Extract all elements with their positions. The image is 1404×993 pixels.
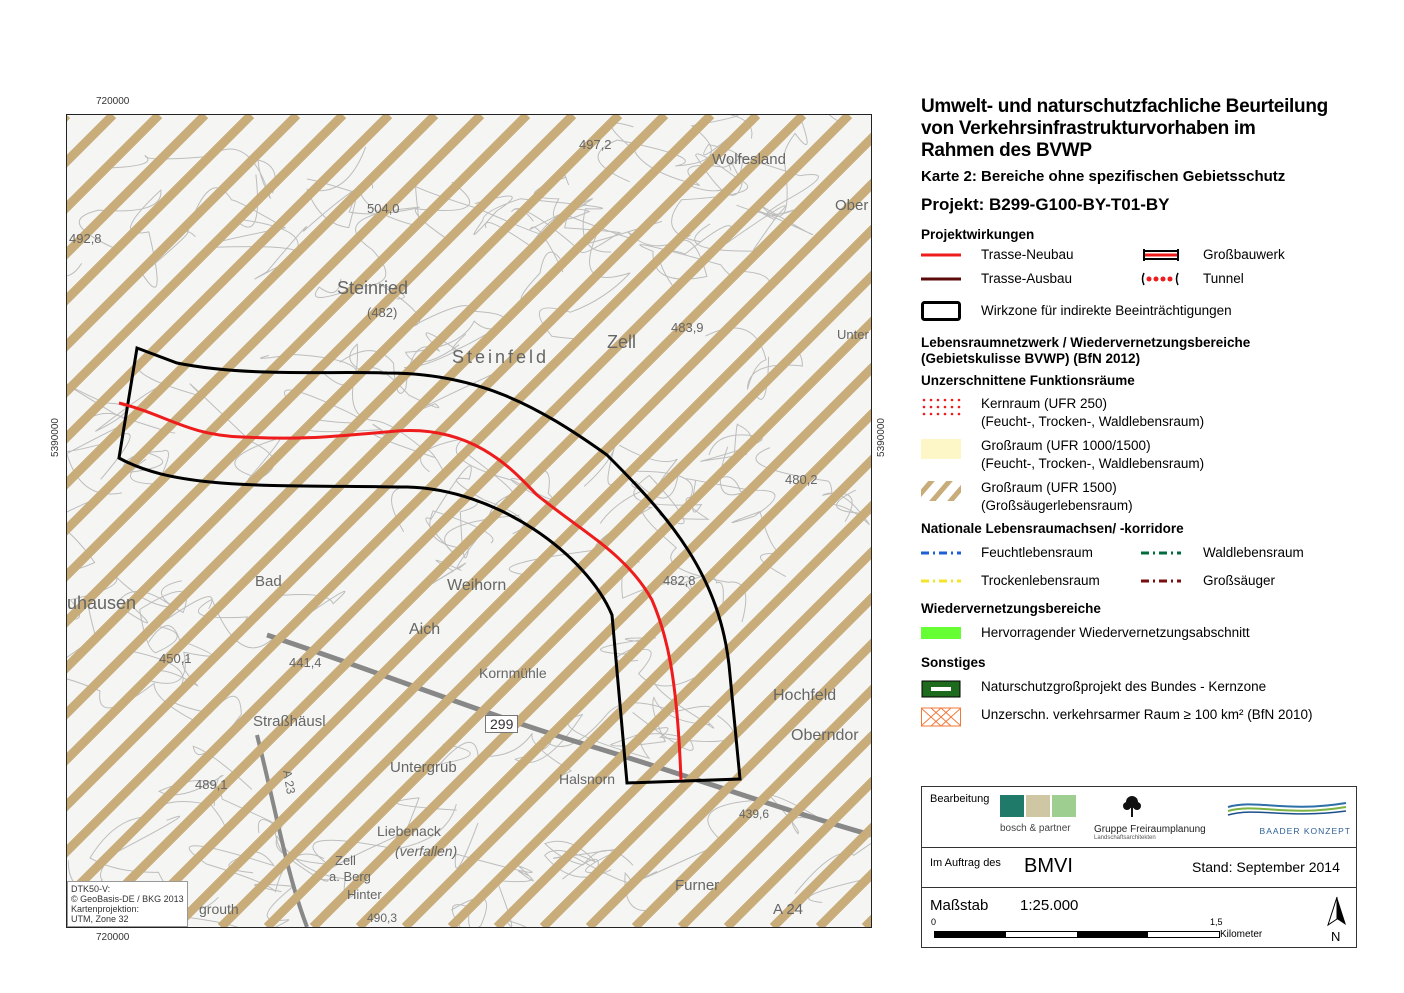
neubau-line-symbol bbox=[921, 247, 961, 263]
hervorragend-label: Hervorragender Wiedervernetzungsabschnitt bbox=[981, 625, 1250, 640]
kernraum-symbol bbox=[921, 397, 961, 417]
waldlebensraum-label: Waldlebensraum bbox=[1203, 545, 1304, 560]
project-id: Projekt: B299-G100-BY-T01-BY bbox=[921, 195, 1170, 214]
logo-square bbox=[1000, 795, 1024, 817]
trockenlebensraum-symbol bbox=[921, 573, 961, 589]
auftrag-value: BMVI bbox=[1024, 855, 1073, 877]
grossbauwerk-symbol bbox=[1141, 247, 1181, 263]
map-label: 441,4 bbox=[289, 655, 322, 670]
topographic-background bbox=[67, 115, 871, 927]
logo-square bbox=[1026, 795, 1050, 817]
tunnel-label: Tunnel bbox=[1203, 271, 1244, 286]
legend-row-kernzone bbox=[921, 675, 1361, 699]
legend-row-wirkzone bbox=[921, 295, 1361, 329]
contour-line bbox=[140, 581, 212, 653]
grosssaeuger-hatch-pattern bbox=[67, 115, 871, 927]
bosch-logo-text: bosch & partner bbox=[1000, 823, 1071, 834]
title-line: von Verkehrsinfrastrukturvorhaben im bbox=[921, 118, 1256, 139]
map-label: 483,9 bbox=[671, 320, 704, 335]
massstab-label: Maßstab bbox=[930, 897, 989, 914]
map-label: 504,0 bbox=[367, 201, 400, 216]
legend-row-grossraum-1 bbox=[921, 435, 1361, 475]
waldlebensraum-symbol bbox=[1141, 545, 1181, 561]
map-label: 450,1 bbox=[159, 651, 192, 666]
logo-square bbox=[1052, 795, 1076, 817]
footer-box bbox=[921, 786, 1357, 948]
map-label: Hochfeld bbox=[773, 687, 837, 704]
scale-max: 1,5 bbox=[1210, 917, 1223, 927]
map-frame[interactable] bbox=[66, 114, 872, 928]
map-label: 490,3 bbox=[367, 911, 398, 925]
map-label: Wolfesland bbox=[712, 151, 786, 168]
section-lebensraumachsen: Nationale Lebensraumachsen/ -korridore bbox=[921, 521, 1184, 536]
map-label: grouth bbox=[199, 901, 239, 917]
map-label: Aich bbox=[409, 621, 441, 638]
map-label: Untergrub bbox=[390, 759, 457, 776]
scale-zero: 0 bbox=[931, 917, 937, 927]
wave-icon bbox=[1226, 799, 1348, 817]
wirkzone-label: Wirkzone für indirekte Beeinträchtigungen bbox=[981, 303, 1232, 318]
map-label: Steinfeld bbox=[452, 347, 550, 367]
scale-segment bbox=[935, 932, 1006, 937]
legend-row-ausbau bbox=[921, 267, 1361, 291]
north-arrow-icon bbox=[1324, 895, 1350, 931]
map-label: Straßhäusl bbox=[253, 713, 326, 730]
map-label: Unter bbox=[837, 327, 869, 342]
grossraum-2-label bbox=[981, 479, 1133, 515]
legend-row-kernraum bbox=[921, 393, 1361, 433]
baader-logo-text: BAADER KONZEPT bbox=[1259, 826, 1351, 836]
map-label: Oberndor bbox=[791, 727, 859, 744]
map-label: A 24 bbox=[773, 901, 804, 918]
ausbau-line-symbol bbox=[921, 271, 961, 287]
ausbau-label: Trasse-Ausbau bbox=[981, 271, 1073, 286]
auftrag-label: Im Auftrag des bbox=[930, 857, 1001, 869]
trockenlebensraum-label: Trockenlebensraum bbox=[981, 573, 1100, 588]
coord-right-label: 5390000 bbox=[876, 418, 887, 457]
grosssaeuger-symbol bbox=[1141, 573, 1181, 589]
contour-line bbox=[234, 174, 372, 279]
map-canvas[interactable] bbox=[67, 115, 871, 927]
credit-line: Kartenprojektion: bbox=[71, 904, 140, 914]
map-label: Furner bbox=[675, 877, 720, 894]
credit-line: UTM, Zone 32 bbox=[71, 914, 129, 924]
credit-line: © GeoBasis-DE / BKG 2013 bbox=[71, 894, 184, 904]
kernzone-symbol bbox=[921, 679, 961, 699]
grossbauwerk-label: Großbauwerk bbox=[1203, 247, 1285, 262]
map-label: Zell bbox=[335, 853, 356, 868]
legend-row-grossraum-2 bbox=[921, 477, 1361, 517]
kernzone-label: Naturschutzgroßprojekt des Bundes - Kernzone bbox=[981, 679, 1267, 694]
map-label: Liebenack bbox=[377, 823, 441, 839]
label-line: Großraum (UFR 1000/1500) bbox=[981, 438, 1151, 453]
section-line: (Gebietskulisse BVWP) (BfN 2012) bbox=[921, 351, 1141, 366]
logo-bosch-partner bbox=[1000, 795, 1076, 834]
tunnel-symbol bbox=[1141, 271, 1181, 287]
map-label: Kornmühle bbox=[479, 665, 547, 681]
title-line: Umwelt- und naturschutzfachliche Beurteilung bbox=[921, 96, 1328, 117]
grossraum-2-hatch-symbol bbox=[921, 481, 961, 501]
map-label: 497,2 bbox=[579, 137, 612, 152]
section-projektwirkungen: Projektwirkungen bbox=[921, 227, 1035, 242]
label-line: (Feucht-, Trocken-, Waldlebensraum) bbox=[981, 456, 1205, 471]
section-wiedervernetzung: Wiedervernetzungsbereiche bbox=[921, 601, 1101, 616]
section-line: Lebensraumnetzwerk / Wiedervernetzungsbereiche bbox=[921, 335, 1251, 350]
section-lebensraumnetzwerk bbox=[921, 335, 1361, 367]
footer-separator bbox=[922, 847, 1356, 848]
map-label: Weihorn bbox=[447, 577, 507, 594]
title-line: Rahmen des BVWP bbox=[921, 140, 1092, 161]
logo-baader-konzept bbox=[1226, 799, 1351, 836]
map-label: Ober bbox=[835, 197, 869, 214]
label-line: (Feucht-, Trocken-, Waldlebensraum) bbox=[981, 414, 1205, 429]
neubau-label: Trasse-Neubau bbox=[981, 247, 1074, 262]
map-label: 299 bbox=[485, 715, 518, 733]
label-line: (Großsäugerlebensraum) bbox=[981, 498, 1133, 513]
feuchtlebensraum-symbol bbox=[921, 545, 961, 561]
map-label: (482) bbox=[367, 305, 398, 320]
scale-bar bbox=[934, 931, 1220, 938]
map-label: Halsnorn bbox=[559, 771, 616, 787]
map-label: Bad bbox=[255, 573, 282, 590]
map-label: Steinried bbox=[337, 278, 409, 298]
map-label: Hinter bbox=[347, 887, 382, 902]
map-label: (verfallen) bbox=[395, 843, 458, 859]
scale-unit: Kilometer bbox=[1220, 929, 1263, 940]
coord-left-label: 5390000 bbox=[50, 418, 61, 457]
gruppe-logo-text: Gruppe Freiraumplanung bbox=[1094, 824, 1206, 835]
legend-row-verkehrsarm bbox=[921, 703, 1361, 727]
kernraum-label bbox=[981, 395, 1204, 431]
legend-row-feucht-wald bbox=[921, 541, 1361, 565]
label-line: Kernraum (UFR 250) bbox=[981, 396, 1108, 411]
map-label: 482,8 bbox=[663, 573, 696, 588]
footer-separator bbox=[922, 887, 1356, 888]
map-label: uhausen bbox=[67, 593, 137, 613]
legend-subtitle: Karte 2: Bereiche ohne spezifischen Gebietsschutz bbox=[921, 168, 1286, 185]
gruppe-logo-sub: Landschaftsarchitekten bbox=[1094, 835, 1156, 841]
coord-top-label: 720000 bbox=[96, 96, 130, 107]
map-label: A 23 bbox=[280, 768, 298, 796]
bearbeitung-label: Bearbeitung bbox=[930, 793, 990, 805]
section-ufr: Unzerschnittene Funktionsräume bbox=[921, 373, 1135, 388]
label-line: Großraum (UFR 1500) bbox=[981, 480, 1117, 495]
tree-icon bbox=[1120, 795, 1144, 817]
map-label: 480,2 bbox=[785, 472, 818, 487]
bosch-logo-squares bbox=[1000, 795, 1076, 817]
verkehrsarm-symbol bbox=[921, 707, 961, 727]
map-label: 489,1 bbox=[195, 777, 228, 792]
legend-panel bbox=[921, 96, 1361, 727]
legend-row-hervorragend bbox=[921, 621, 1361, 645]
north-label: N bbox=[1331, 929, 1341, 944]
coord-bottom-label: 720000 bbox=[96, 932, 130, 943]
map-label: 439,6 bbox=[739, 807, 770, 821]
legend-row-neubau bbox=[921, 243, 1361, 267]
grosssaeuger-label: Großsäuger bbox=[1203, 573, 1276, 588]
massstab-value: 1:25.000 bbox=[1020, 897, 1079, 914]
logo-gruppe-freiraumplanung bbox=[1094, 795, 1214, 841]
legend-title bbox=[921, 96, 1361, 162]
grossraum-1-symbol bbox=[921, 439, 961, 459]
map-label: Zell bbox=[607, 332, 637, 352]
stand-label: Stand: September 2014 bbox=[1192, 859, 1340, 875]
map-label: 492,8 bbox=[69, 231, 102, 246]
grossraum-1-label bbox=[981, 437, 1204, 473]
map-credit bbox=[67, 881, 188, 927]
scale-segment bbox=[1077, 932, 1148, 937]
verkehrsarm-label: Unzerschn. verkehrsarmer Raum ≥ 100 km² (BfN 2010) bbox=[981, 707, 1313, 722]
credit-line: DTK50-V: bbox=[71, 884, 111, 894]
section-sonstiges: Sonstiges bbox=[921, 655, 986, 670]
legend-row-trocken-grosssaeuger bbox=[921, 569, 1361, 593]
map-label: a. Berg bbox=[329, 869, 371, 884]
hervorragend-symbol bbox=[921, 627, 961, 639]
wirkzone-symbol bbox=[921, 301, 961, 321]
feuchtlebensraum-label: Feuchtlebensraum bbox=[981, 545, 1093, 560]
